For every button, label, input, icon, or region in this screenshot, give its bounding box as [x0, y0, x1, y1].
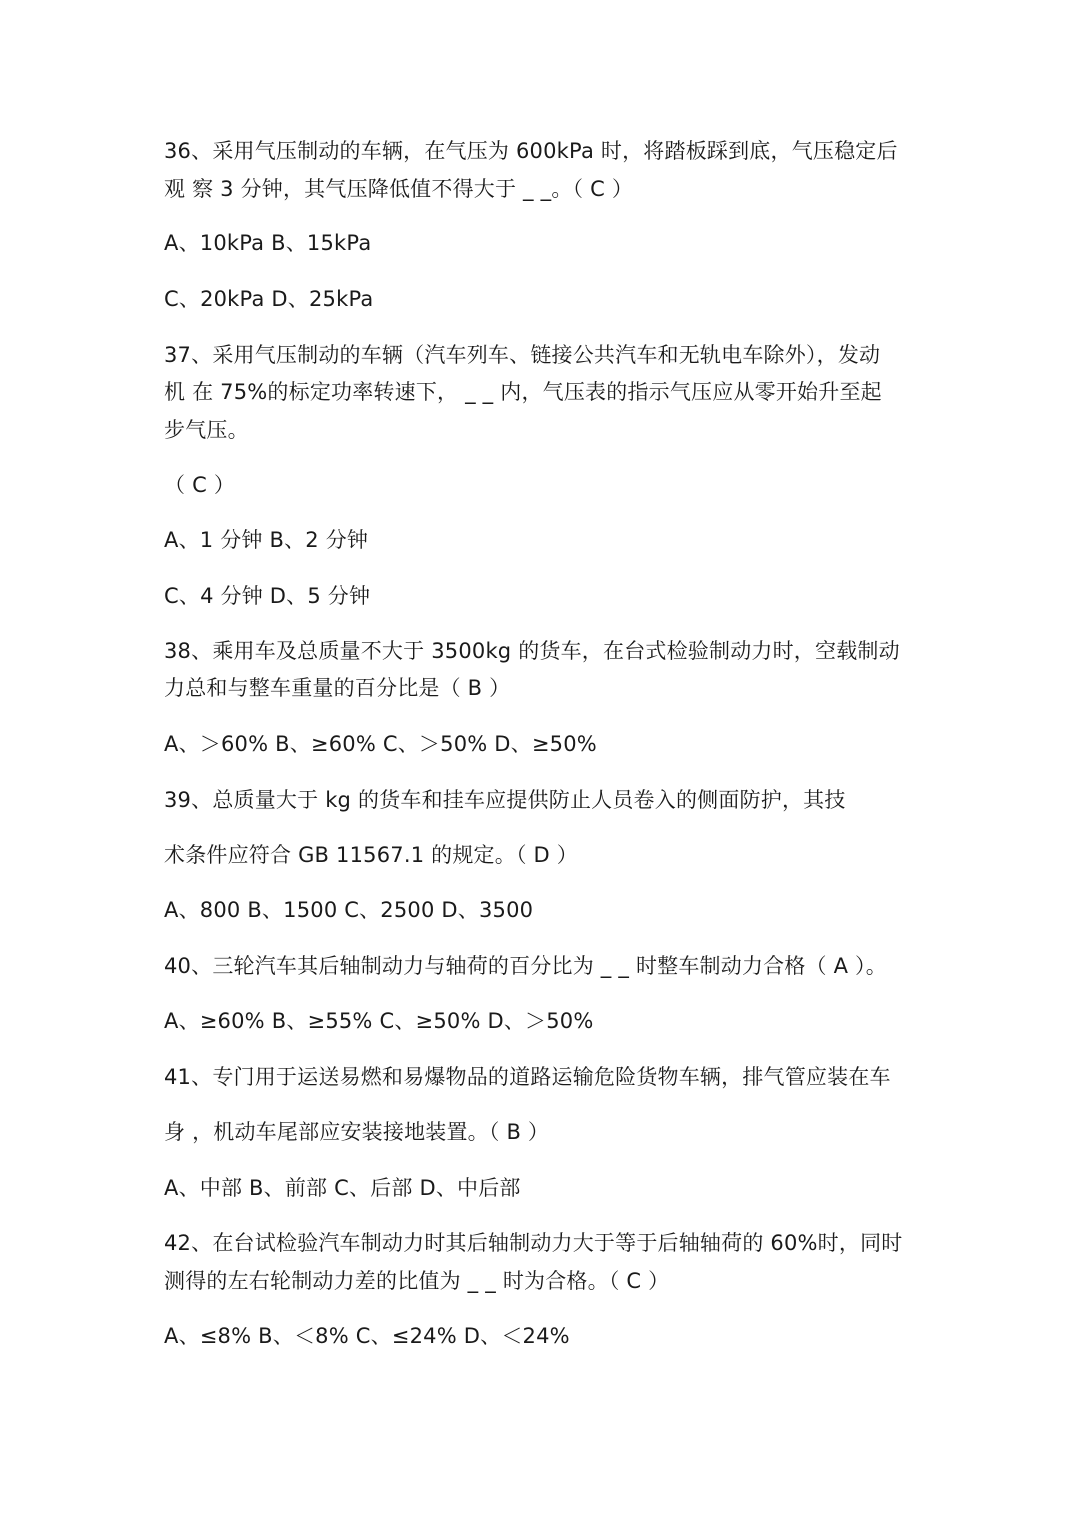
q41-stem-line-2: 身 ，机动车尾部应安装接地装置。（ B ） — [164, 1120, 550, 1144]
q39-stem-line-1: 39、总质量大于 kg 的货车和挂车应提供防止人员卷入的侧面防护，其技 — [164, 788, 846, 812]
q42-stem-line-1: 42、在台试检验汽车制动力时其后轴制动力大于等于后轴轴荷的 60%时，同时 — [164, 1231, 903, 1255]
q38-stem-line-1: 38、乘用车及总质量不大于 3500kg 的货车，在台式检验制动力时，空载制动 — [164, 639, 900, 663]
q42-options: A、≤8% B、＜8% C、≤24% D、＜24% — [164, 1324, 570, 1348]
q37-stem-line-1: 37、采用气压制动的车辆（汽车列车、链接公共汽车和无轨电车除外），发动 — [164, 343, 881, 367]
q36-options-cd: C、20kPa D、25kPa — [164, 287, 374, 311]
q41-options: A、中部 B、前部 C、后部 D、中后部 — [164, 1176, 521, 1200]
q37-stem-line-2: 机 在 75%的标定功率转速下， _ _ 内，气压表的指示气压应从零开始升至起 — [164, 380, 882, 404]
q36-stem-line-1: 36、采用气压制动的车辆，在气压为 600kPa 时，将踏板踩到底，气压稳定后 — [164, 139, 898, 163]
q37-stem-line-3: 步气压。 — [164, 418, 249, 442]
q40-stem: 40、三轮汽车其后轴制动力与轴荷的百分比为 _ _ 时整车制动力合格（ A ）。 — [164, 954, 887, 978]
q37-answer: （ C ） — [164, 473, 236, 497]
q39-stem-line-2: 术条件应符合 GB 11567.1 的规定。（ D ） — [164, 843, 578, 867]
q42-stem-line-2: 测得的左右轮制动力差的比值为 _ _ 时为合格。（ C ） — [164, 1269, 670, 1293]
q41-stem-line-1: 41、专门用于运送易燃和易爆物品的道路运输危险货物车辆，排气管应装在车 — [164, 1065, 891, 1089]
q38-stem-line-2: 力总和与整车重量的百分比是（ B ） — [164, 676, 511, 700]
q39-options: A、800 B、1500 C、2500 D、3500 — [164, 898, 534, 922]
q37-options-cd: C、4 分钟 D、5 分钟 — [164, 584, 371, 608]
q36-stem-line-2: 观 察 3 分钟，其气压降低值不得大于 _ _。（ C ） — [164, 177, 634, 201]
q37-options-ab: A、1 分钟 B、2 分钟 — [164, 528, 369, 552]
q38-options: A、＞60% B、≥60% C、＞50% D、≥50% — [164, 732, 597, 756]
q36-options-ab: A、10kPa B、15kPa — [164, 231, 372, 255]
q40-options: A、≥60% B、≥55% C、≥50% D、＞50% — [164, 1009, 594, 1033]
